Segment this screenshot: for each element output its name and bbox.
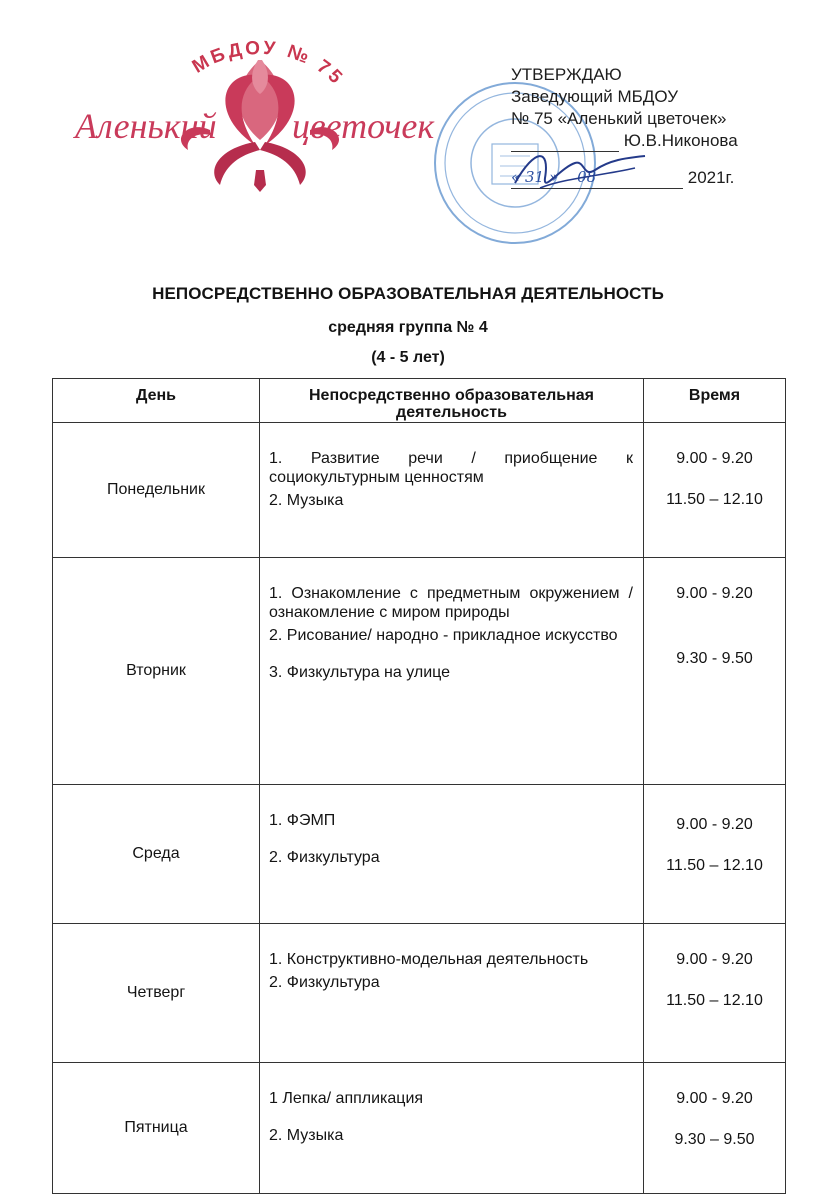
approval-position: Заведующий МБДОУ	[511, 87, 678, 106]
table-row	[53, 558, 786, 785]
activity-item: 2. Музыка	[269, 1127, 344, 1144]
document-title: НЕПОСРЕДСТВЕННО ОБРАЗОВАТЕЛЬНАЯ ДЕЯТЕЛЬНОСТЬ	[152, 284, 664, 303]
time-item: 9.00 - 9.20	[676, 585, 753, 602]
day-cell: Вторник	[53, 558, 260, 785]
age-range: (4 - 5 лет)	[371, 349, 445, 366]
approval-title: УТВЕРЖДАЮ	[511, 65, 622, 84]
approval-organization: № 75 «Аленький цветочек»	[511, 109, 727, 128]
time-item: 11.50 – 12.10	[666, 857, 763, 874]
header-time: Время	[644, 379, 786, 423]
day-cell: Пятница	[53, 1063, 260, 1194]
time-item: 9.30 - 9.50	[676, 650, 753, 667]
activity-item: 2. Физкультура	[269, 974, 380, 991]
table-row	[53, 785, 786, 924]
time-item: 11.50 – 12.10	[666, 491, 763, 508]
day-cell: Четверг	[53, 924, 260, 1063]
header-day: День	[53, 379, 260, 423]
group-name: средняя группа № 4	[328, 319, 488, 336]
activity-cell	[260, 558, 644, 785]
activity-cell	[260, 924, 644, 1063]
time-item: 9.00 - 9.20	[676, 951, 753, 968]
activity-item: 2. Физкультура	[269, 849, 380, 866]
time-item: 9.00 - 9.20	[676, 450, 753, 467]
time-item: 9.00 - 9.20	[676, 816, 753, 833]
time-cell	[644, 1063, 786, 1194]
activity-item: 3. Физкультура на улице	[269, 664, 451, 681]
activity-item: 1. Развитие речи / приобщение к социокультурным ценностям	[269, 450, 633, 486]
activity-item: 1. ФЭМП	[269, 812, 336, 829]
date-month: 08	[577, 168, 597, 186]
kindergarten-logo	[70, 20, 450, 200]
header-activity: Непосредственно образовательная деятельность	[260, 379, 644, 423]
table-row	[53, 423, 786, 558]
activity-item: 1. Ознакомление с предметным окружением /ознакомление с миром природы	[269, 585, 633, 621]
date-day: « 31 »	[511, 168, 558, 186]
day-cell: Среда	[53, 785, 260, 924]
logo-top-text: МБДОУ № 75	[188, 37, 348, 91]
approval-year: 2021г.	[687, 168, 735, 187]
approver-name: Ю.В.Никонова	[623, 131, 738, 150]
activity-cell	[260, 1063, 644, 1194]
time-item: 9.00 - 9.20	[676, 1090, 753, 1107]
handwritten-signature	[505, 128, 655, 218]
activity-cell	[260, 423, 644, 558]
day-cell: Понедельник	[53, 423, 260, 558]
schedule-table	[52, 378, 786, 1194]
table-row	[53, 924, 786, 1063]
activity-item: 2. Музыка	[269, 492, 344, 509]
time-item: 9.30 – 9.50	[674, 1131, 755, 1148]
activity-cell	[260, 785, 644, 924]
activity-item: 2. Рисование/ народно - прикладное искусство	[269, 627, 618, 644]
table-row	[53, 1063, 786, 1194]
activity-item: 1 Лепка/ аппликация	[269, 1090, 424, 1107]
time-cell	[644, 785, 786, 924]
table-header-row	[53, 379, 786, 423]
time-cell	[644, 558, 786, 785]
activity-item: 1. Конструктивно-модельная деятельность	[269, 951, 589, 968]
time-item: 11.50 – 12.10	[666, 992, 763, 1009]
time-cell	[644, 924, 786, 1063]
time-cell	[644, 423, 786, 558]
logo-left-text: Аленький	[75, 106, 217, 146]
logo-right-text: цветочек	[292, 106, 435, 146]
